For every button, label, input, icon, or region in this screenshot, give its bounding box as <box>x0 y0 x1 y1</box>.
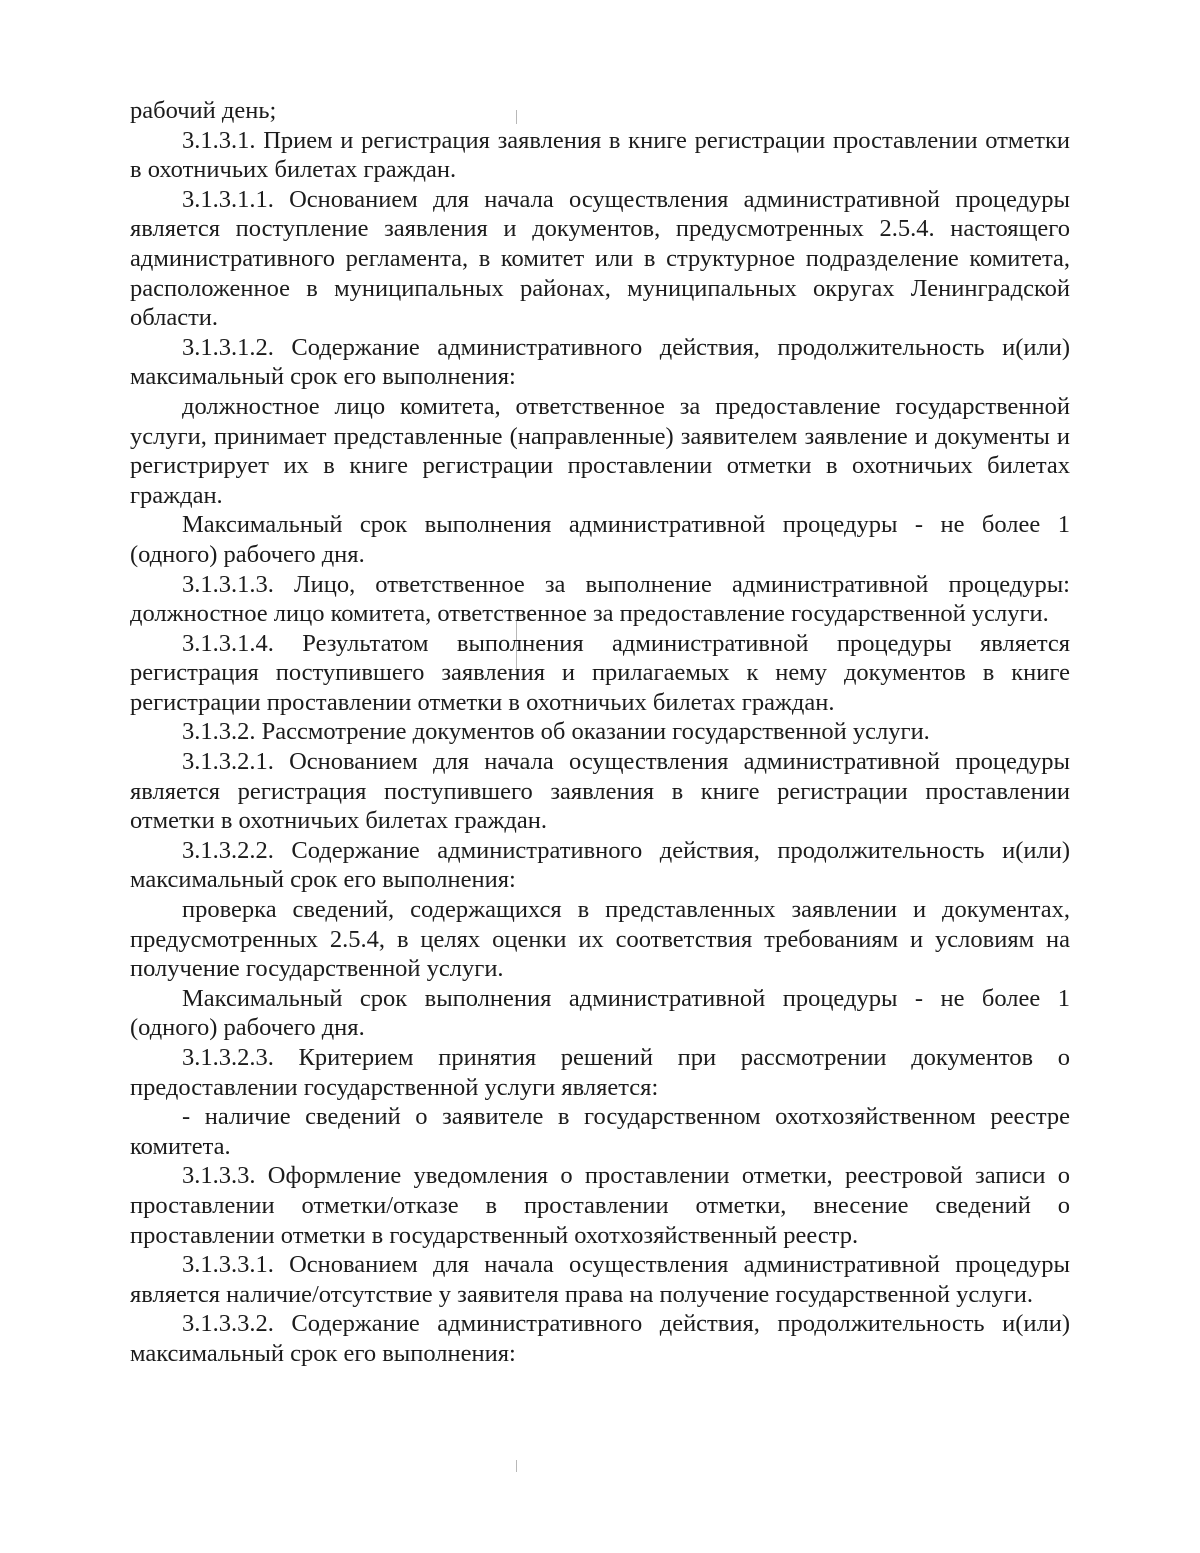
paragraph: 3.1.3.1. Прием и регистрация заявления в книге регистрации проставлении отметки в охотничьих билетах граждан. <box>130 126 1070 184</box>
paragraph: 3.1.3.3.1. Основанием для начала осуществления административной процедуры является наличие/отсутствие у заявителя права на получение государственной услуги. <box>130 1251 1070 1308</box>
paragraph: - наличие сведений о заявителе в государственном охотхозяйственном реестре комитета. <box>130 1103 1070 1160</box>
paragraph: 3.1.3.1.4. Результатом выполнения административной процедуры является регистрация поступившего заявления и прилагаемых к нему документов в книге регистрации проставлении отметки в охотничьих билетах граждан. <box>130 629 1070 716</box>
paragraph: 3.1.3.2.1. Основанием для начала осуществления административной процедуры является регистрация поступившего заявления в книге регистрации проставлении отметки в охотничьих билетах граждан. <box>130 748 1070 835</box>
paragraph: 3.1.3.3. Оформление уведомления о проставлении отметки, реестровой записи о проставлении отметки/отказе в проставлении отметки, внесение сведений о проставлении отметки в государственный охотхозяйственный реестр. <box>130 1162 1070 1249</box>
paragraph: Максимальный срок выполнения административной процедуры - не более 1 (одного) рабочего дня. <box>130 511 1070 568</box>
paragraph: проверка сведений, содержащихся в представленных заявлении и документах, предусмотренных 2.5.4, в целях оценки их соответствия требованиям и условиям на получение государственной услуги. <box>130 896 1070 983</box>
scan-artifact-line-bottom <box>516 1460 517 1472</box>
paragraph: 3.1.3.1.2. Содержание административного действия, продолжительность и(или) максимальный срок его выполнения: <box>130 333 1070 391</box>
paragraph: 3.1.3.3.2. Содержание административного действия, продолжительность и(или) максимальный срок его выполнения: <box>130 1310 1070 1367</box>
paragraph: Максимальный срок выполнения административной процедуры - не более 1 (одного) рабочего дня. <box>130 984 1070 1042</box>
paragraph: рабочий день; <box>130 97 277 124</box>
paragraph: 3.1.3.1.1. Основанием для начала осуществления административной процедуры является поступление заявления и документов, предусмотренных 2.5.4. настоящего административного регламента, в комитет или в структурное подразделение комитета, расположенное в муниципальных районах, муниципальных округах Ленинградской области. <box>130 185 1070 332</box>
paragraph: 3.1.3.1.3. Лицо, ответственное за выполнение административной процедуры: должностное лицо комитета, ответственное за предоставление государственной услуги. <box>130 570 1070 628</box>
paragraph: должностное лицо комитета, ответственное за предоставление государственной услуги, принимает представленные (направленные) заявителем заявление и документы и регистрирует их в книге регистрации проставлении отметки в охотничьих билетах граждан. <box>130 392 1070 509</box>
paragraph: 3.1.3.2.2. Содержание административного действия, продолжительность и(или) максимальный срок его выполнения: <box>130 836 1070 894</box>
document-page <box>130 96 1070 1369</box>
paragraph: 3.1.3.2. Рассмотрение документов об оказании государственной услуги. <box>182 718 930 746</box>
paragraph: 3.1.3.2.3. Критерием принятия решений при рассмотрении документов о предоставлении государственной услуги является: <box>130 1044 1070 1101</box>
